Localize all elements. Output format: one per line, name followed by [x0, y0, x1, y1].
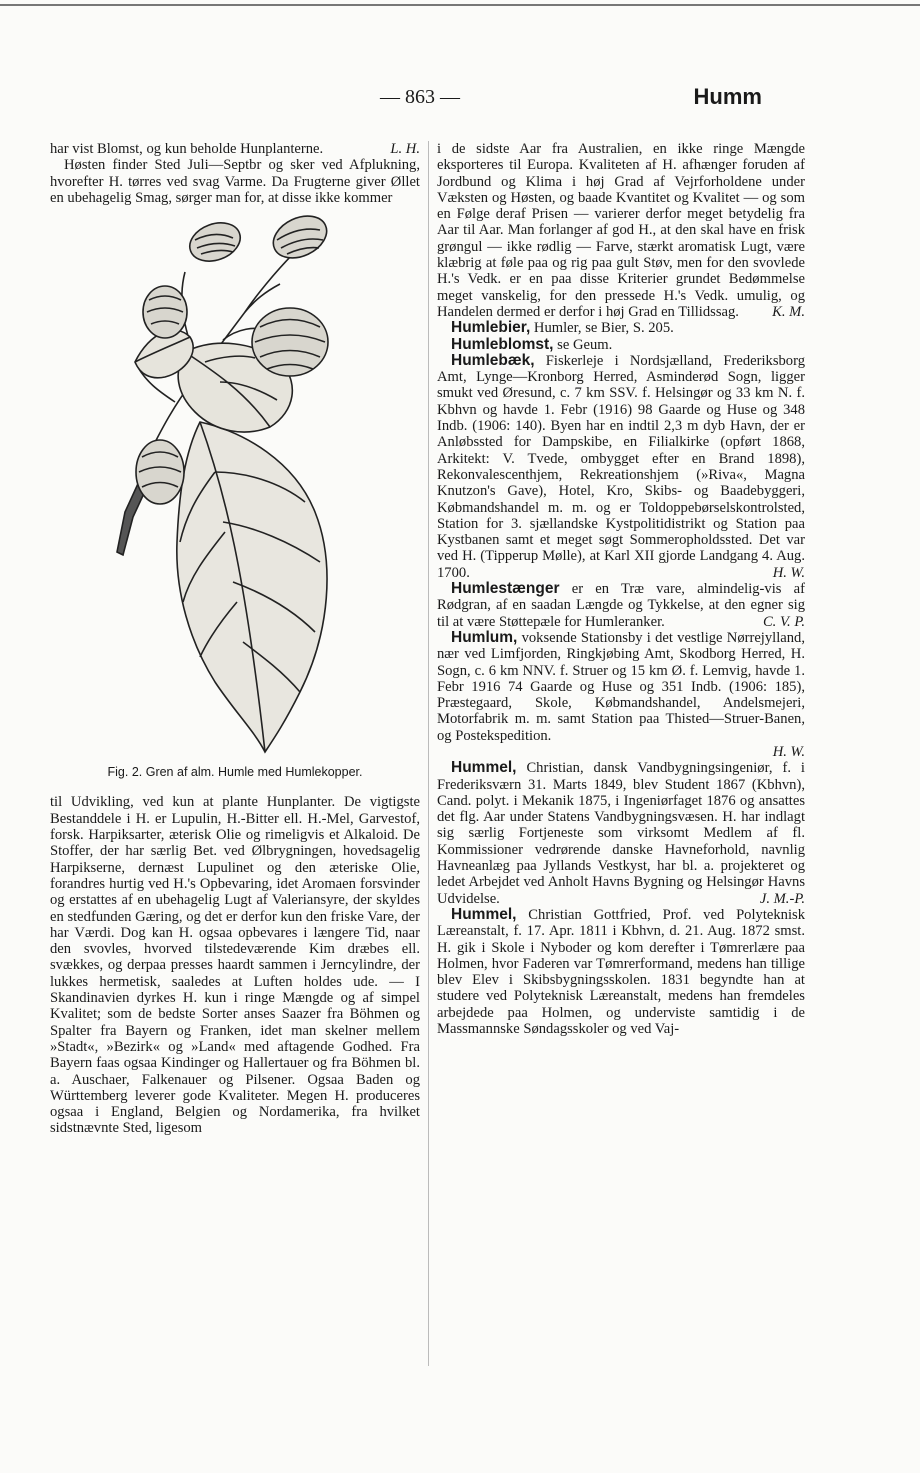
entry-headword: Humlebier, — [451, 319, 531, 337]
entry-headword: Humleblomst, — [451, 335, 554, 353]
entry-humlum — [437, 630, 805, 744]
paragraph — [50, 141, 420, 157]
entry-text: se Geum. — [557, 336, 613, 353]
author-signature: H. W. — [772, 743, 805, 760]
entry-hummel-christian — [437, 760, 805, 907]
page-number: — 863 — — [380, 86, 460, 108]
entry-headword: Humlebæk, — [451, 351, 535, 369]
left-column — [50, 141, 420, 1137]
figure-caption: Fig. 2. Gren af alm. Humle med Humlekopper. — [107, 765, 363, 780]
entry-headword: Hummel, — [451, 759, 517, 777]
paragraph-text: har vist Blomst, og kun beholde Hunplanterne. — [50, 141, 324, 157]
author-signature: H. W. — [772, 564, 805, 581]
entry-headword: Humlestænger — [451, 580, 560, 598]
entry-headword: Hummel, — [451, 905, 517, 923]
hop-branch-illustration — [50, 212, 420, 760]
author-signature: K. M. — [772, 303, 805, 320]
entry-humlestaenger — [437, 581, 805, 630]
paragraph: til Udvikling, ved kun at plante Hunplanter. De vigtigste Bestanddele i H. er Lupulin, H.-Bitter ell. H.-Mel, Garvestof, forsk. Harpiksarter, æterisk Olie og rimeligvis et Alkaloid. De Stoffer, der har særlig Bet. ved Ølbrygningen, hovedsagelig Harpikserne, dernæst Lupulinet og den æteriske Olie, forandres hurtig ved H.'s Opbevaring, idet Aromaen forsvinder og erstattes af en ubehagelig Lugt af Valeriansyre, der skyldes en stedfunden Gæring, og det er derfor kun den friske Vare, der har Værdi. Dog kan H. ogsaa opbevares i længere Tid, naar den svovles, hvorved tilstedeværende Kim dræbes ell. svækkes, og derpaa presses haardt sammen i Jerncylindre, der lukkes hermetisk, saaledes at Luften holdes ude. — I Skandinavien dyrkes H. kun i ringe Mængde og af simpel Kvalitet; som de bedste Sorter anses Saazer fra Böhmen og Spalter fra Bayern og Franken, idet man skelner mellem »Stadt«, »Bezirk« og »Land« med aftagende Godhed. Fra Bayern faas ogsaa Kindinger og Hallertauer og fra Böhmen bl. a. Auschaer, Falkenauer og Pilsener. Ogsaa Baden og Württemberg leverer gode Kvaliteter. Megen H. produceres ogsaa i England, Belgien og Nordamerika, fra hvilket sidstnævnte Sted, ligesom — [50, 794, 420, 1137]
entry-headword: Humlum, — [451, 628, 518, 646]
paragraph-text: i de sidste Aar fra Australien, en ikke ringe Mængde eksporteres til Europa. Kvaliteten af H. afhænger foruden af Jordbund og Klima i høj Grad af Vejrforholdene under Væksten og Høsten, og baade Kvantitet og Kvalitet — og som en Følge deraf Prisen — varierer derfor meget betydelig fra Aar til Aar. Man forlanger af god H., at den skal have en frisk grøngul — ikke rødlig — Farve, stærkt aromatisk Lugt, være klæbrig at føle paa og rig paa gult Støv, men for den svovlede H.'s Vedk. er en paa disse Kriterier grundet Bedømmelse meget vanskelig, for den pressede H.'s Vedk. umulig, og Handelen dermed er derfor i høj Grad en Tillidssag. — [437, 141, 805, 320]
paragraph: Høsten finder Sted Juli—Septbr og sker ved Afplukning, hvorefter H. tørres ved svag Varme. Da Frugterne giver Øllet en ubehagelig Smag, sørger man for, at disse ikke kommer — [50, 157, 420, 206]
entry-humlebier — [437, 320, 805, 336]
paragraph — [437, 141, 805, 320]
entry-text: Christian, dansk Vandbygningsingeniør, f. i Frederiksværn 31. Marts 1849, blev Student 1867 (Kbhvn), Cand. polyt. i Mekanik 1875, i Ingeniørfaget 1876 og ansattes det flg. Aar under Statens Vandbygningsvæsen. H. har indlagt sig særlig Fortjeneste som virksomt Medlem af fl. Kommissioner vedrørende danske Havneforhold, navnlig Havneanlæg paa Jyllands Vestkyst, har bl. a. projekteret og ledet Arbejdet ved Anholt Havns Bygning og Helsingør Havns Udvidelse. — [437, 760, 805, 907]
running-head: Humm — [693, 84, 762, 109]
entry-text: Fiskerleje i Nordsjælland, Frederiksborg Amt, Lynge—Kronborg Herred, Asminderød Sogn, ligger smukt ved Øresund, c. 7 km SSV. f. Helsingør og 33 km N. f. Kbhvn og havde 1. Febr (1916) 98 Gaarde og Huse og 348 Indb. (1906: 140). Byen har en indtil 2,3 m dyb Havn, der er Anløbssted for Dampskibe, en Filialkirke (opført 1868, Arkitekt: V. Tvede, ombygget efter en Brand 1898), Rekonvalescenthjem, Rekreationshjem (»Riva«, Magna Knutzon's Gave), Hotel, Kro, Skibs- og Baadebyggeri, Købmandshandel m. m. og er Toldoppebørselskontrolsted, Station for 3. sjællandske Kystpolitidistrikt og Station paa Kystbanen samt et meget søgt Sommeropholdssted. Det var ved H. (Tipperup Mølle), at Karl XII gjorde Landgang 4. Aug. 1700. — [437, 352, 805, 581]
top-rule — [0, 4, 920, 6]
page-header — [50, 86, 762, 116]
entry-hummel-christian-gottfried — [437, 907, 805, 1037]
entry-humleblomst — [437, 337, 805, 353]
author-signature: L. H. — [390, 141, 420, 157]
author-signature: C. V. P. — [762, 613, 805, 630]
entry-humlebaek — [437, 353, 805, 581]
entry-text: er en Træ vare, almindelig-vis af Rødgran, af en saadan Længde og Tykkelse, at den egner sig til at være Støttepæle for Humleranker. — [437, 581, 805, 630]
author-signature: J. M.-P. — [759, 890, 805, 907]
column-divider — [428, 141, 429, 1366]
entry-text: Christian Gottfried, Prof. ved Polyteknisk Læreanstalt, f. 17. Apr. 1811 i Kbhvn, d. 21. Aug. 1872 smst. H. gik i Skole i Nyboder og kom derefter i Tømrerlære paa Holmen, hvor Faderen var Tømrerformand, medens han tillige blev Elev i Skibsbygningsskolen. 1831 begyndte han at studere ved Polyteknisk Læreanstalt, medens han fremdeles arbejdede paa Holmen, og underviste samtidig i de Massmannske Søndagsskoler og ved Vaj- — [437, 906, 805, 1038]
right-column — [437, 141, 805, 1037]
entry-text: voksende Stationsby i det vestlige Nørrejylland, nær ved Limfjorden, Ringkjøbing Amt, Skodborg Herred, H. Sogn, c. 6 km NNV. f. Struer og 15 km Ø. f. Lemvig, havde 1. Febr 1916 74 Gaarde og Huse og 351 Indb. (1906: 185), Præstegaard, Skole, Købmandshandel, Andelsmejeri, Motorfabrik m. m. samt Station paa Thisted—Struer-Banen, og Postekspedition. — [437, 629, 805, 744]
entry-text: Humler, se Bier, S. 205. — [533, 320, 674, 337]
